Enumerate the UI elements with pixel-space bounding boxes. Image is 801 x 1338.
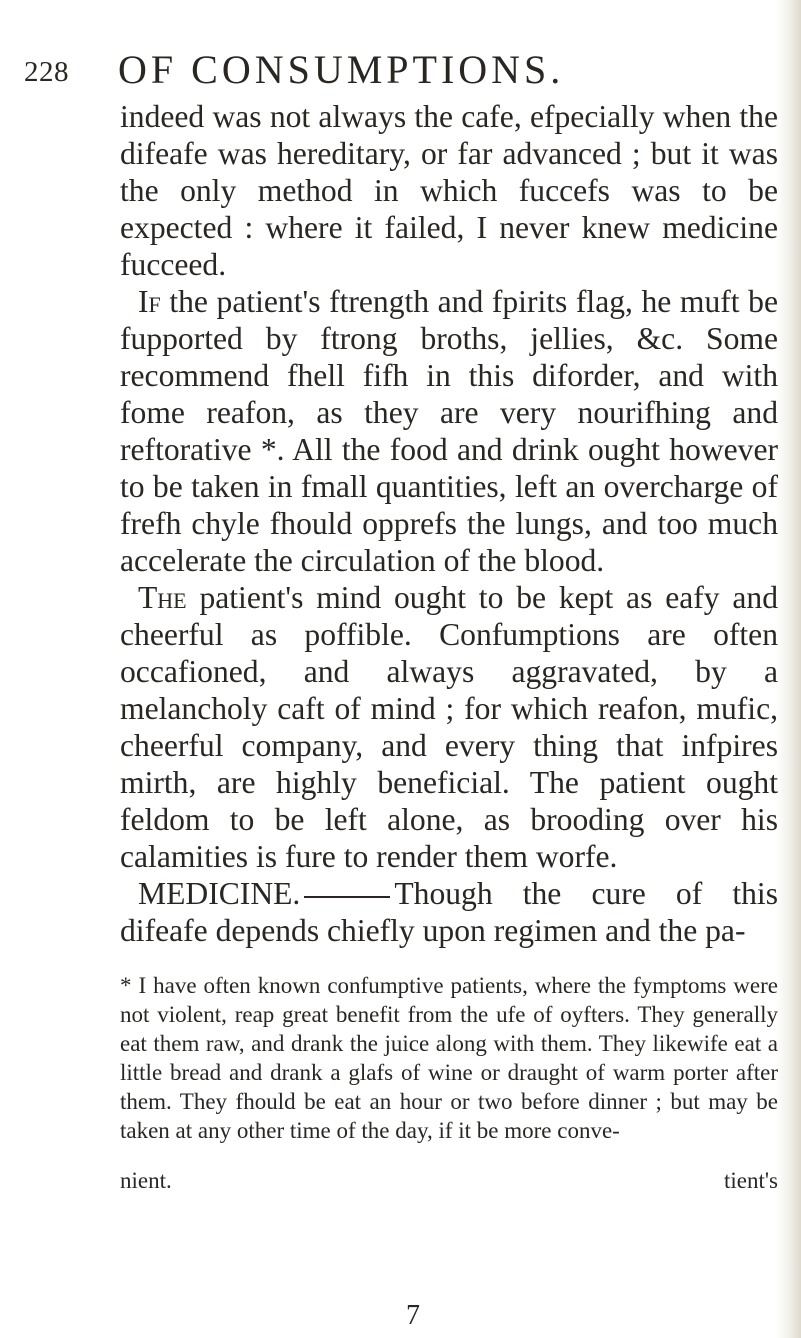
page-header [0,44,801,94]
paragraph-4 [120,875,778,949]
paragraph-2-lead: If [138,284,161,319]
paragraph-3 [120,579,778,875]
paragraph-3-lead: The [138,580,187,615]
medicine-heading: MEDICINE. [138,876,301,911]
paragraph-3-text: patient's mind ought to be kept as eafy and cheerful as poffible. Confumptions are often occafioned, and always aggravated, by a melancholy caft of mind ; for which reafon, mufic, cheerful company, and every thing that infpires mirth, are highly beneficial. The patient ought feldom to be left alone, as brooding over his calamities is fure to render them worfe. [120,580,778,874]
paragraph-1: indeed was not always the cafe, efpecially when the difeafe was hereditary, or far advanced ; but it was the only method in which fuccefs was to be expected : where it failed, I never knew medicine fucceed. [120,99,778,282]
paragraph-2-text: the patient's ftrength and fpirits flag, he muft be fupported by ftrong broths, jellies, &c. Some recommend fhell fifh in this diforder, and with fome reafon, as they are very nourifhing and reftorative *. All the food and drink ought however to be taken in fmall quantities, left an overcharge of frefh chyle fhould opprefs the lungs, and too much accelerate the circulation of the blood. [120,284,778,578]
signature-mark: 7 [406,1300,420,1331]
footnote-continuation: nient. [120,1168,172,1193]
footnote-footer [120,1168,778,1194]
body-text [120,98,778,1194]
footnote: * I have often known confumptive patients, where the fymptoms were not violent, reap great benefit from the ufe of oyfters. They generally eat them raw, and drank the juice along with them. They likewife eat a little bread and drank a glafs of wine or draught of warm porter after them. They fhould be eat an hour or two before dinner ; but may be taken at any other time of the day, if it be more conve- [120,973,778,1143]
paragraph-4-text: Though the cure of this difeafe depends chiefly upon regimen and the pa- [120,876,778,948]
dash-rule [304,896,390,898]
catchword: tient's [724,1168,778,1193]
running-title: OF CONSUMPTIONS. [118,47,565,92]
paragraph-2 [120,283,778,579]
page-edge-shadow [776,0,801,1338]
page-number: 228 [24,56,69,88]
